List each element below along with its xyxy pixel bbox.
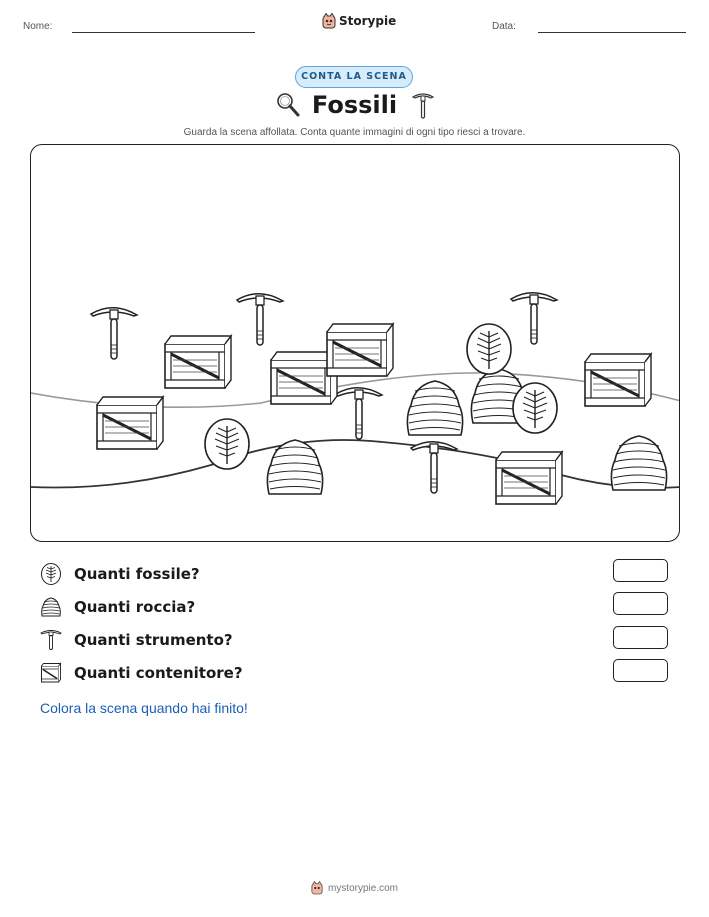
name-field-line[interactable] (72, 32, 255, 33)
coloring-instruction: Colora la scena quando hai finito! (40, 700, 248, 716)
question-container-label: Quanti contenitore? (74, 664, 243, 682)
crate-5 (585, 354, 651, 406)
rock-icon (40, 596, 62, 618)
storypie-mascot-icon (322, 13, 336, 29)
storypie-logo (322, 13, 396, 29)
page-title: Fossili (311, 91, 398, 119)
crate-icon (40, 662, 62, 684)
fossil-2 (513, 383, 557, 433)
footer-url[interactable]: mystorypie.com (327, 882, 398, 894)
crate-4 (97, 397, 163, 449)
fossil-3 (205, 419, 249, 469)
title-pickaxe-icon (411, 92, 435, 120)
answer-box-rock[interactable] (613, 592, 668, 615)
question-tool-label: Quanti strumento? (74, 631, 233, 649)
question-fossil (40, 561, 200, 587)
fossil-1 (467, 324, 511, 374)
pickaxe-1 (91, 308, 137, 359)
date-field-line[interactable] (538, 32, 686, 33)
question-tool (40, 627, 233, 653)
pickaxe-5 (411, 442, 457, 493)
brand-name: Storypie (339, 14, 397, 28)
crate-6 (496, 452, 562, 504)
pickaxe-2 (237, 294, 283, 345)
footer (0, 881, 709, 895)
footer-mascot-icon (311, 881, 323, 895)
instructions: Guarda la scena affollata. Conta quante immagini di ogni tipo riesci a trovare. (183, 127, 526, 138)
pickaxe-4 (336, 388, 382, 439)
crate-3 (327, 324, 393, 376)
rock-3 (267, 440, 322, 494)
rock-1 (407, 381, 462, 435)
rock-4 (611, 436, 666, 490)
pickaxe-icon (40, 629, 62, 651)
date-label: Data: (492, 21, 516, 32)
scene-illustration (31, 145, 680, 542)
pickaxe-3 (511, 293, 557, 344)
activity-badge: CONTA LA SCENA (295, 66, 413, 88)
answer-box-tool[interactable] (613, 626, 668, 649)
name-label: Nome: (23, 21, 53, 32)
question-container (40, 660, 243, 686)
answer-box-container[interactable] (613, 659, 668, 682)
crate-1 (165, 336, 231, 388)
answer-box-fossil[interactable] (613, 559, 668, 582)
question-fossil-label: Quanti fossile? (74, 565, 200, 583)
question-rock (40, 594, 195, 620)
fossil-leaf-icon (40, 563, 62, 585)
question-rock-label: Quanti roccia? (74, 598, 196, 616)
counting-scene (30, 144, 680, 542)
